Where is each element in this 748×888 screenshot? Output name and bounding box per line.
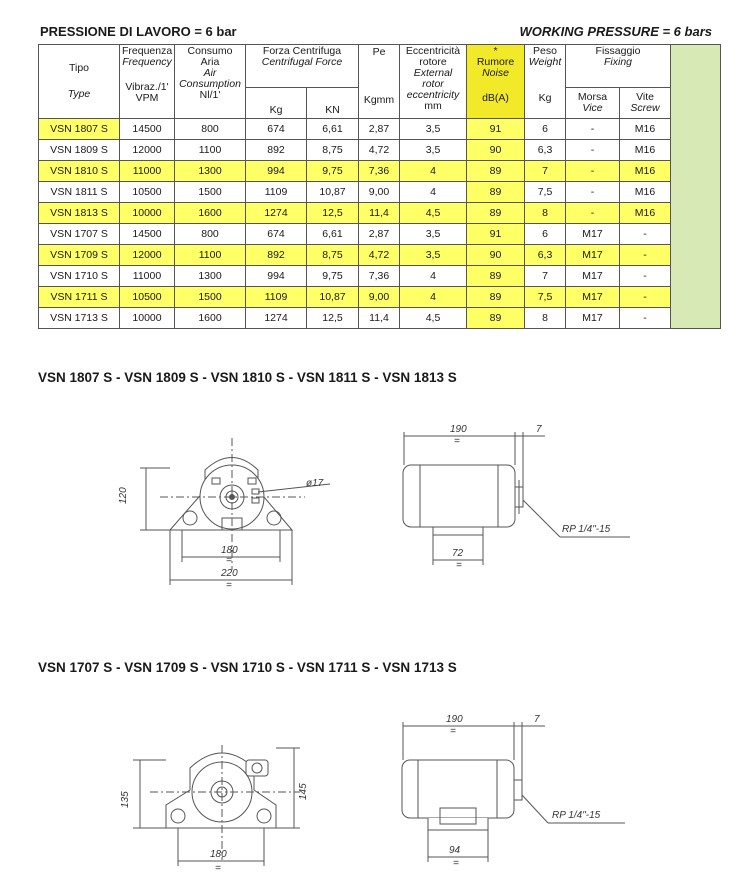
table-row: VSN 1711 S 10500 1500 1109 10,87 9,00 4 89 7,5 M17 - (39, 287, 721, 308)
table-row: VSN 1807 S 14500 800 674 6,61 2,87 3,5 91 6 - M16 (39, 119, 721, 140)
dim-port-2: RP 1/4"-15 (552, 810, 601, 821)
table-row: VSN 1813 S 10000 1600 1274 12,5 11,4 4,5 89 8 - M16 (39, 203, 721, 224)
dim-sym-2b: = (450, 726, 456, 737)
table-row: VSN 1710 S 11000 1300 994 9,75 7,36 4 89 7 M17 - (39, 266, 721, 287)
dim-height-1: 120 (118, 487, 129, 504)
dim-base-2: 94 (449, 845, 461, 856)
header-weight: Peso Weight Kg (525, 45, 566, 119)
dim-offset-1: 7 (536, 424, 542, 435)
dim-sym-1a: = (226, 555, 232, 566)
working-pressure-en: WORKING PRESSURE = 6 bars (519, 24, 712, 39)
dim-sym-2c: = (453, 858, 459, 869)
dim-sym-1d: = (456, 560, 462, 571)
drawing-side-view-1 (403, 432, 630, 565)
dim-total-height-2: 145 (298, 783, 309, 800)
dim-hole-1: ø17 (306, 478, 324, 489)
header-air-consumption: Consumo Aria Air Consumption Nl/1' (175, 45, 246, 119)
header-fixing: Fissaggio Fixing (566, 45, 671, 88)
dim-port-1: RP 1/4"-15 (562, 524, 611, 535)
drawing-front-view-2 (133, 745, 300, 866)
table-row: VSN 1811 S 10500 1500 1109 10,87 9,00 4 89 7,5 - M16 (39, 182, 721, 203)
header-noise: * Rumore Noise dB(A) (467, 45, 525, 119)
header-screw: Vite Screw (620, 88, 671, 119)
dim-inner-width-1: 180 (221, 545, 238, 556)
header-centrifugal-force: Forza Centrifuga Centrifugal Force (246, 45, 359, 88)
drawing-front-view-1 (140, 438, 330, 585)
table-row: VSN 1709 S 12000 1100 892 8,75 4,72 3,5 90 6,3 M17 - (39, 245, 721, 266)
dim-offset-2: 7 (534, 714, 540, 725)
section2-title: VSN 1707 S - VSN 1709 S - VSN 1710 S - VSN 1711 S - VSN 1713 S (38, 660, 457, 675)
header-kg: Kg (246, 88, 307, 119)
dim-sym-2a: = (215, 863, 221, 874)
header-frequency: Frequenza Frequency Vibraz./1' VPM (120, 45, 175, 119)
table-row: VSN 1713 S 10000 1600 1274 12,5 11,4 4,5 89 8 M17 - (39, 308, 721, 329)
dim-height-2: 135 (120, 791, 131, 808)
working-pressure-it: PRESSIONE DI LAVORO = 6 bar (40, 24, 237, 39)
dim-base-1: 72 (452, 548, 464, 559)
table-row: VSN 1809 S 12000 1100 892 8,75 4,72 3,5 90 6,3 - M16 (39, 140, 721, 161)
dim-sym-1b: = (226, 580, 232, 591)
header-vice: Morsa Vice (566, 88, 620, 119)
dim-length-2: 190 (446, 714, 463, 725)
dim-sym-1c: = (454, 436, 460, 447)
header-eccentricity: Eccentricità rotore External rotor eccentricity mm (400, 45, 467, 119)
table-row: VSN 1707 S 14500 800 674 6,61 2,87 3,5 91 6 M17 - (39, 224, 721, 245)
dim-width-2: 180 (210, 849, 227, 860)
drawing-side-view-2 (402, 722, 625, 862)
header-type: Tipo Type (39, 45, 120, 119)
header-kn: KN (307, 88, 359, 119)
table-row: VSN 1810 S 11000 1300 994 9,75 7,36 4 89 7 - M16 (39, 161, 721, 182)
dim-outer-width-1: 220 (221, 568, 238, 579)
dim-length-1: 190 (450, 424, 467, 435)
header-pe: Pe Kgmm (359, 45, 400, 119)
section1-title: VSN 1807 S - VSN 1809 S - VSN 1810 S - VSN 1811 S - VSN 1813 S (38, 370, 457, 385)
